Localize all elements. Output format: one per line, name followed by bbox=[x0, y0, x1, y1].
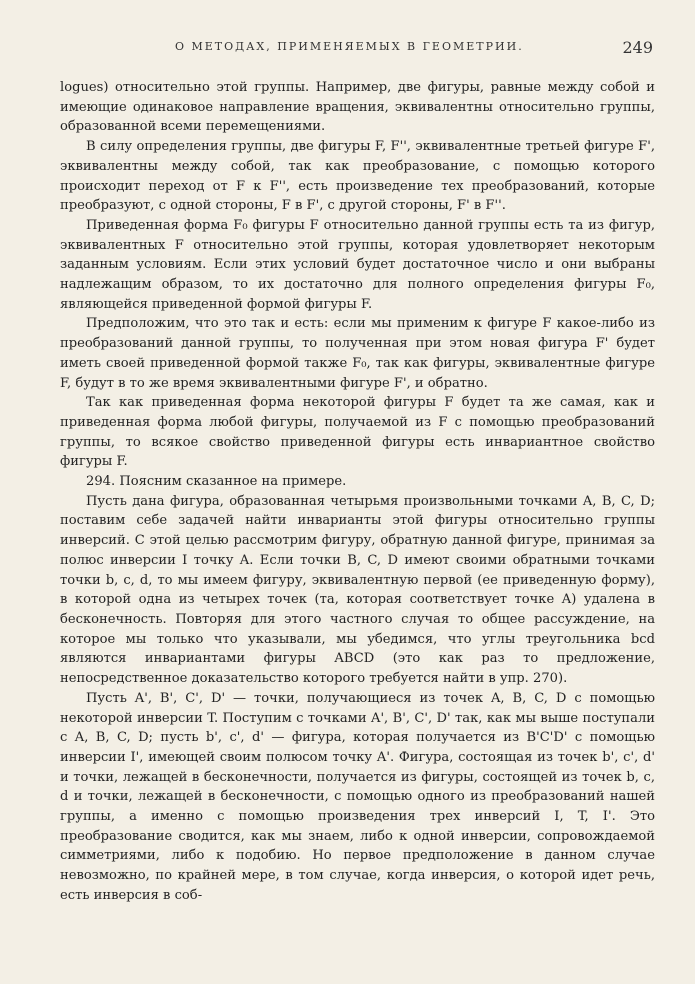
paragraph: В силу определения группы, две фигуры F, F'', эквивалентные третьей фигуре F', эквивалентны между собой, так как преобразование, с помощью которого происходит переход от F к F'', есть произведение тех преобразований, которые преобразуют, с одной стороны, F в F', с другой стороны, F' в F''. bbox=[60, 139, 655, 214]
section-heading: 294. Поясним сказанное на примере. bbox=[86, 474, 347, 490]
paragraph: Пусть A', B', C', D' — точки, получающиеся из точек A, B, C, D с помощью некоторой инверсии T. Поступим с точками A', B', C', D' так, как мы выше поступали с A, B, C, D; пусть b', c', d' — фигура, которая получается из B'C'D' с помощью инверсии I', имеющей своим полюсом точку A'. Фигура, состоящая из точек b', c', d' и точки, лежащей в бесконечности, получается из фигуры, состоящей из точек b, c, d и точки, лежащей в бесконечности, с помощью одного из преобразований нашей группы, а именно с помощью произведения трех инверсий I, T, I'. Это преобразование сводится, как мы знаем, либо к одной инверсии, сопровождаемой симметриями, либо к подобию. Но первое предположение в данном случае невозможно, по крайней мере, в том случае, когда инверсия, о которой идет речь, есть инверсия в соб- bbox=[60, 690, 655, 903]
page-number: 249 bbox=[622, 38, 653, 57]
paragraph: Так как приведенная форма некоторой фигуры F будет та же самая, как и приведенная форма любой фигуры, получаемой из F с помощью преобразований группы, то всякое свойство приведенной фигуры есть инвариантное свойство фигуры F. bbox=[60, 395, 655, 470]
paragraph: Приведенная форма F₀ фигуры F относительно данной группы есть та из фигур, эквивалентных F относительно этой группы, которая удовлетворяет некоторым заданным условиям. Если этих условий будет достаточное число и они выбраны надлежащим образом, то их достаточно для полного определения фигуры F₀, являющейся приведенной формой фигуры F. bbox=[60, 217, 655, 312]
paragraph: Пусть дана фигура, образованная четырьмя произвольными точками A, B, C, D; поставим себе задачей найти инварианты этой фигуры относительно группы инверсий. С этой целью рассмотрим фигуру, обратную данной фигуре, принимая за полюс инверсии I точку A. Если точки B, C, D имеют своими обратными точками точки b, c, d, то мы имеем фигуру, эквивалентную первой (ее приведенную форму), в которой одна из четырех точек (та, которая соответствует точке A) удалена в бесконечность. Повторяя для этого частного случая то общее рассуждение, на которое мы только что указывали, мы убедимся, что углы треугольника bcd являются инвариантами фигуры ABCD (это как раз то предложение, непосредственное доказательство которого требуется найти в упр. 270). bbox=[60, 493, 655, 687]
paragraph: logues) относительно этой группы. Например, две фигуры, равные между собой и имеющие одинаковое направление вращения, эквивалентны относительно группы, образованной всеми перемещениями. bbox=[60, 80, 655, 135]
paragraph: Предположим, что это так и есть: если мы применим к фигуре F какое-либо из преобразований данной группы, то полученная при этом новая фигура F' будет иметь своей приведенной формой также F₀, так как фигуры, эквивалентные фигуре F, будут в то же время эквивалентными фигуре F', и обратно. bbox=[60, 316, 655, 391]
running-head: О МЕТОДАХ, ПРИМЕНЯЕМЫХ В ГЕОМЕТРИИ. bbox=[175, 40, 524, 53]
page-header bbox=[0, 38, 695, 60]
body-text bbox=[60, 78, 655, 906]
